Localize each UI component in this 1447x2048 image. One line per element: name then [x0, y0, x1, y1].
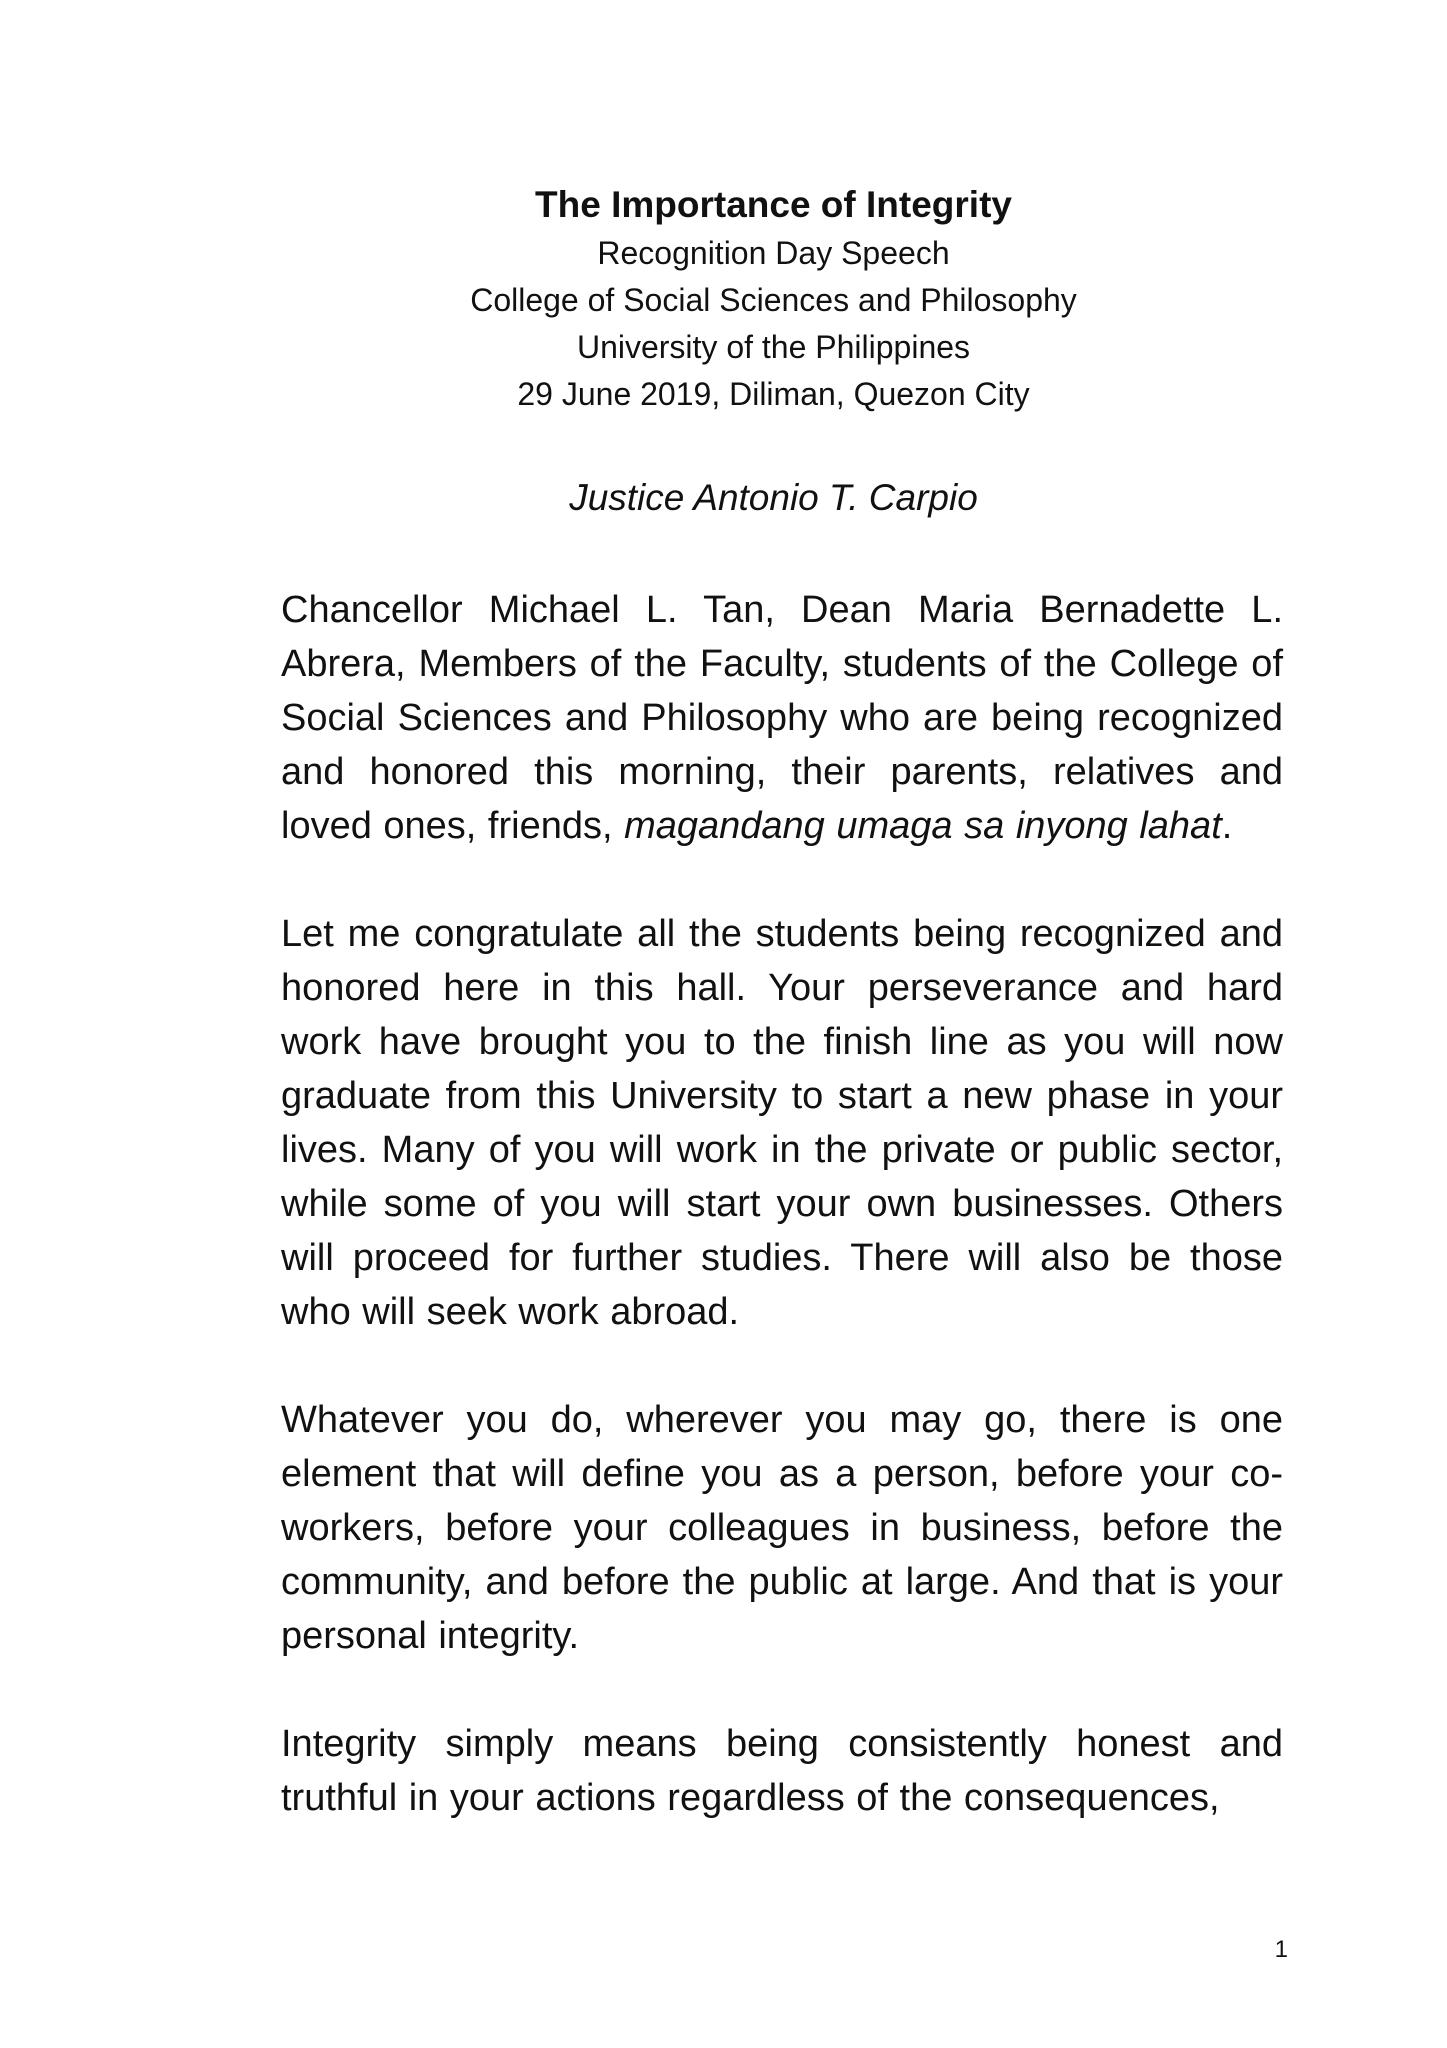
document-body	[281, 583, 1283, 1879]
document-title: The Importance of Integrity	[535, 184, 1012, 225]
author-name: Justice Antonio T. Carpio	[569, 477, 978, 518]
greeting-italic-text: magandang umaga sa inyong lahat	[624, 805, 1222, 847]
greeting-paragraph	[281, 583, 1283, 853]
subtitle-line-university: University of the Philippines	[576, 329, 971, 365]
subtitle-line-college: College of Social Sciences and Philosophy	[470, 282, 1077, 318]
subtitle-line-occasion: Recognition Day Speech	[597, 235, 950, 271]
paragraph-congratulations: Let me congratulate all the students being recognized and honored here in this hall. Your perseverance and hard work have brought you to the finish line as you will now graduate from this University to start a new phase in your lives. Many of you will work in the private or public sector, while some of you will start your own businesses. Others will proceed for further studies. There will also be those who will seek work abroad.	[281, 913, 1283, 1333]
document-header	[0, 180, 1447, 560]
subtitle-line-date-place: 29 June 2019, Diliman, Quezon City	[517, 376, 1030, 412]
paragraph-integrity-definition: Integrity simply means being consistently honest and truthful in your actions regardless of the consequences,	[281, 1723, 1283, 1819]
paragraph-personal-integrity: Whatever you do, wherever you may go, there is one element that will define you as a person, before your co-workers, before your colleagues in business, before the community, and before the public at large. And that is your personal integrity.	[281, 1399, 1283, 1657]
greeting-text: Chancellor Michael L. Tan, Dean Maria Bernadette L. Abrera, Members of the Faculty, students of the College of Social Sciences and Philosophy who are being recognized and honored this morning, their parents, relatives and loved ones, friends,	[281, 589, 1283, 847]
greeting-end: .	[1221, 805, 1233, 847]
page-number: 1	[1274, 1936, 1288, 1963]
